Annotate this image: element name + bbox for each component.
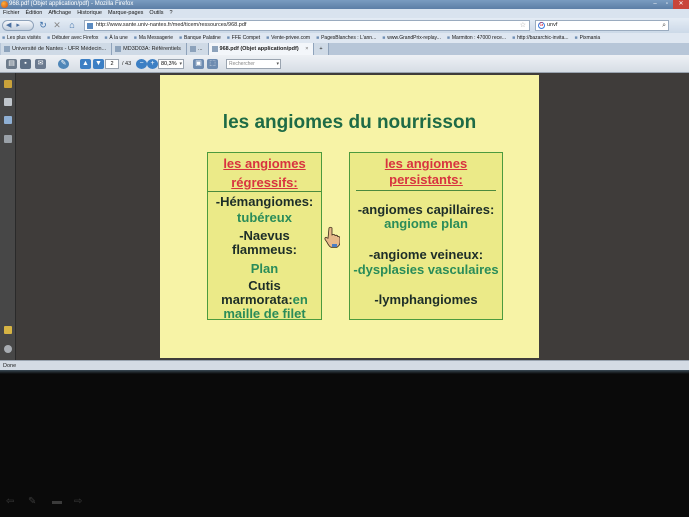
sign-icon[interactable]: ✎ xyxy=(58,59,69,69)
bookmark-item[interactable]: ■ Marmiton : 47000 rece... xyxy=(447,33,506,43)
lock-icon[interactable] xyxy=(4,80,12,88)
menu-historique[interactable]: Historique xyxy=(77,10,102,16)
back-icon[interactable]: ◀ xyxy=(6,22,12,29)
maximize-icon[interactable]: ▫ xyxy=(665,1,669,7)
next-icon[interactable]: ⇨ xyxy=(74,496,83,507)
pages-icon[interactable] xyxy=(4,98,12,106)
prev-icon[interactable]: ⇦ xyxy=(6,496,15,507)
search-bar[interactable] xyxy=(535,20,669,31)
item-marmorata: marmorata: xyxy=(221,292,293,307)
tab-label: Université de Nantes - UFR Médecin... xyxy=(12,46,107,52)
bookmark-item[interactable]: ■ Les plus visités xyxy=(2,33,41,43)
bookmark-item[interactable]: ■ PagesBlanches : L'ann... xyxy=(316,33,376,43)
save-icon[interactable]: ▪ xyxy=(20,59,31,69)
tab-label: ... xyxy=(197,46,203,52)
window-title: 968.pdf (Objet application/pdf) - Mozilla Firefox xyxy=(9,1,134,7)
menu-help[interactable]: ? xyxy=(169,10,173,16)
find-input[interactable]: Rechercher ▾ xyxy=(226,59,281,69)
tab-label: 968.pdf (Objet application/pdf) xyxy=(219,46,299,52)
status-bar xyxy=(0,360,689,370)
bookmark-item[interactable]: ■ Débuter avec Firefox xyxy=(47,33,98,43)
box-persistent-angiomas xyxy=(349,152,503,320)
menu-edition[interactable]: Édition xyxy=(25,10,43,16)
bookmark-item[interactable]: ■ http://bazarchic-invita... xyxy=(512,33,568,43)
slide-title: les angiomes du nourrisson xyxy=(222,112,477,133)
search-icon[interactable]: ⌕ xyxy=(662,22,666,29)
tab-968-pdf[interactable] xyxy=(209,43,315,55)
status-text: Done xyxy=(3,363,17,369)
print-icon[interactable]: ▤ xyxy=(6,59,17,69)
close-icon[interactable]: ✕ xyxy=(673,0,689,9)
menubar xyxy=(0,9,689,18)
item-lymphangiomes: -lymphangiomes xyxy=(374,292,478,307)
forward-icon[interactable]: ▸ xyxy=(16,22,20,29)
box-heading-line2: persistants: xyxy=(389,172,463,187)
fit-page-icon[interactable]: ▣ xyxy=(193,59,204,69)
item-tubereux: tubéreux xyxy=(237,210,292,225)
bookmark-item[interactable]: ■ Pixmania xyxy=(575,33,601,43)
pdf-navigation-rail xyxy=(0,73,16,360)
reload-icon[interactable]: ↻ xyxy=(39,20,47,30)
tab-universite[interactable] xyxy=(1,43,112,55)
window-controls xyxy=(649,0,689,9)
pdf-toolbar xyxy=(0,55,689,73)
tab-label: MD3D03A: Référentiels xyxy=(123,46,181,52)
item-en: en xyxy=(292,292,308,307)
star-icon[interactable]: ☆ xyxy=(519,22,526,29)
screen-icon[interactable]: ▬ xyxy=(52,496,62,507)
item-maille-de-filet: maille de filet xyxy=(223,306,306,321)
page-down-icon[interactable]: ▼ xyxy=(93,59,104,69)
close-tab-icon[interactable]: × xyxy=(305,46,309,52)
back-forward-button[interactable] xyxy=(2,20,34,31)
pdf-page-slide xyxy=(160,75,539,358)
bookmark-item[interactable]: ■ Ma Messagerie xyxy=(134,33,173,43)
item-plan: Plan xyxy=(250,261,279,276)
firefox-icon xyxy=(1,1,8,8)
google-icon[interactable]: G xyxy=(539,22,544,28)
item-angiomes-capillaires: -angiomes capillaires: xyxy=(357,202,495,217)
site-favicon xyxy=(87,23,93,29)
box-divider xyxy=(208,191,321,192)
pen-icon[interactable]: ✎ xyxy=(28,496,37,507)
box-heading-line1: les angiomes xyxy=(384,156,468,171)
bookmarks-toolbar xyxy=(0,33,689,43)
zoom-out-icon[interactable]: − xyxy=(136,59,147,69)
bookmark-item[interactable]: ■ Banque Palatine xyxy=(179,33,221,43)
item-cutis: Cutis xyxy=(248,278,281,293)
minimize-icon[interactable]: – xyxy=(653,1,657,7)
navigation-toolbar xyxy=(0,18,689,33)
menu-fichier[interactable]: Fichier xyxy=(3,10,20,16)
fit-width-icon[interactable]: ⬚ xyxy=(207,59,218,69)
presentation-area xyxy=(0,370,689,517)
menu-affichage[interactable]: Affichage xyxy=(48,10,72,16)
tab-blank[interactable] xyxy=(187,43,209,55)
attachments-icon[interactable] xyxy=(4,116,12,124)
presentation-area-edge xyxy=(0,370,689,374)
plus-icon: + xyxy=(319,46,323,52)
box-regressive-angiomas xyxy=(207,152,322,320)
url-bar[interactable] xyxy=(84,20,530,31)
box-divider xyxy=(356,190,496,191)
menu-outils[interactable]: Outils xyxy=(149,10,164,16)
box-heading-line1: les angiomes xyxy=(223,156,306,171)
zoom-in-icon[interactable]: + xyxy=(147,59,158,69)
hand-cursor-icon xyxy=(323,226,340,248)
item-flammeus: flammeus: xyxy=(231,242,298,257)
new-tab-button[interactable] xyxy=(314,43,328,55)
box-heading-line2: régressifs: xyxy=(231,175,298,190)
page-up-icon[interactable]: ▲ xyxy=(80,59,91,69)
link-icon[interactable] xyxy=(4,345,12,353)
bookmark-item[interactable]: ■ À la une xyxy=(104,33,127,43)
home-icon[interactable]: ⌂ xyxy=(69,20,75,30)
menu-marque-pages[interactable]: Marque-pages xyxy=(107,10,144,16)
bookmark-item[interactable]: ■ Vente-privee.com xyxy=(266,33,310,43)
item-naevus: -Naevus xyxy=(239,228,290,243)
comments-icon[interactable] xyxy=(4,326,12,334)
page-count: / 43 xyxy=(122,61,132,67)
zoom-select[interactable]: 80,3% ▾ xyxy=(158,59,184,69)
page-number-input[interactable]: 2 xyxy=(105,59,119,69)
url-text[interactable]: http://www.sante.univ-nantes.fr/med/ticem/ressources/968.pdf xyxy=(96,22,247,28)
signatures-icon[interactable] xyxy=(4,135,12,143)
bookmark-item[interactable]: ■ www.GrandPrix-replay... xyxy=(382,33,441,43)
window-titlebar xyxy=(0,0,689,9)
email-icon[interactable]: ✉ xyxy=(35,59,46,69)
stop-icon[interactable]: ✕ xyxy=(53,20,61,30)
bookmark-item[interactable]: ■ FFE Compet xyxy=(227,33,260,43)
tab-md3d03a[interactable] xyxy=(112,43,187,55)
item-marmorata-row xyxy=(208,292,321,307)
item-hemangiomes: -Hémangiomes: xyxy=(215,194,314,209)
item-angiome-veineux: -angiome veineux: xyxy=(368,247,484,262)
tab-strip xyxy=(0,43,689,55)
search-text[interactable]: unvf xyxy=(547,22,558,28)
item-dysplasies-vasculaires: -dysplasies vasculaires xyxy=(353,262,499,277)
item-angiome-plan: angiome plan xyxy=(384,216,468,231)
